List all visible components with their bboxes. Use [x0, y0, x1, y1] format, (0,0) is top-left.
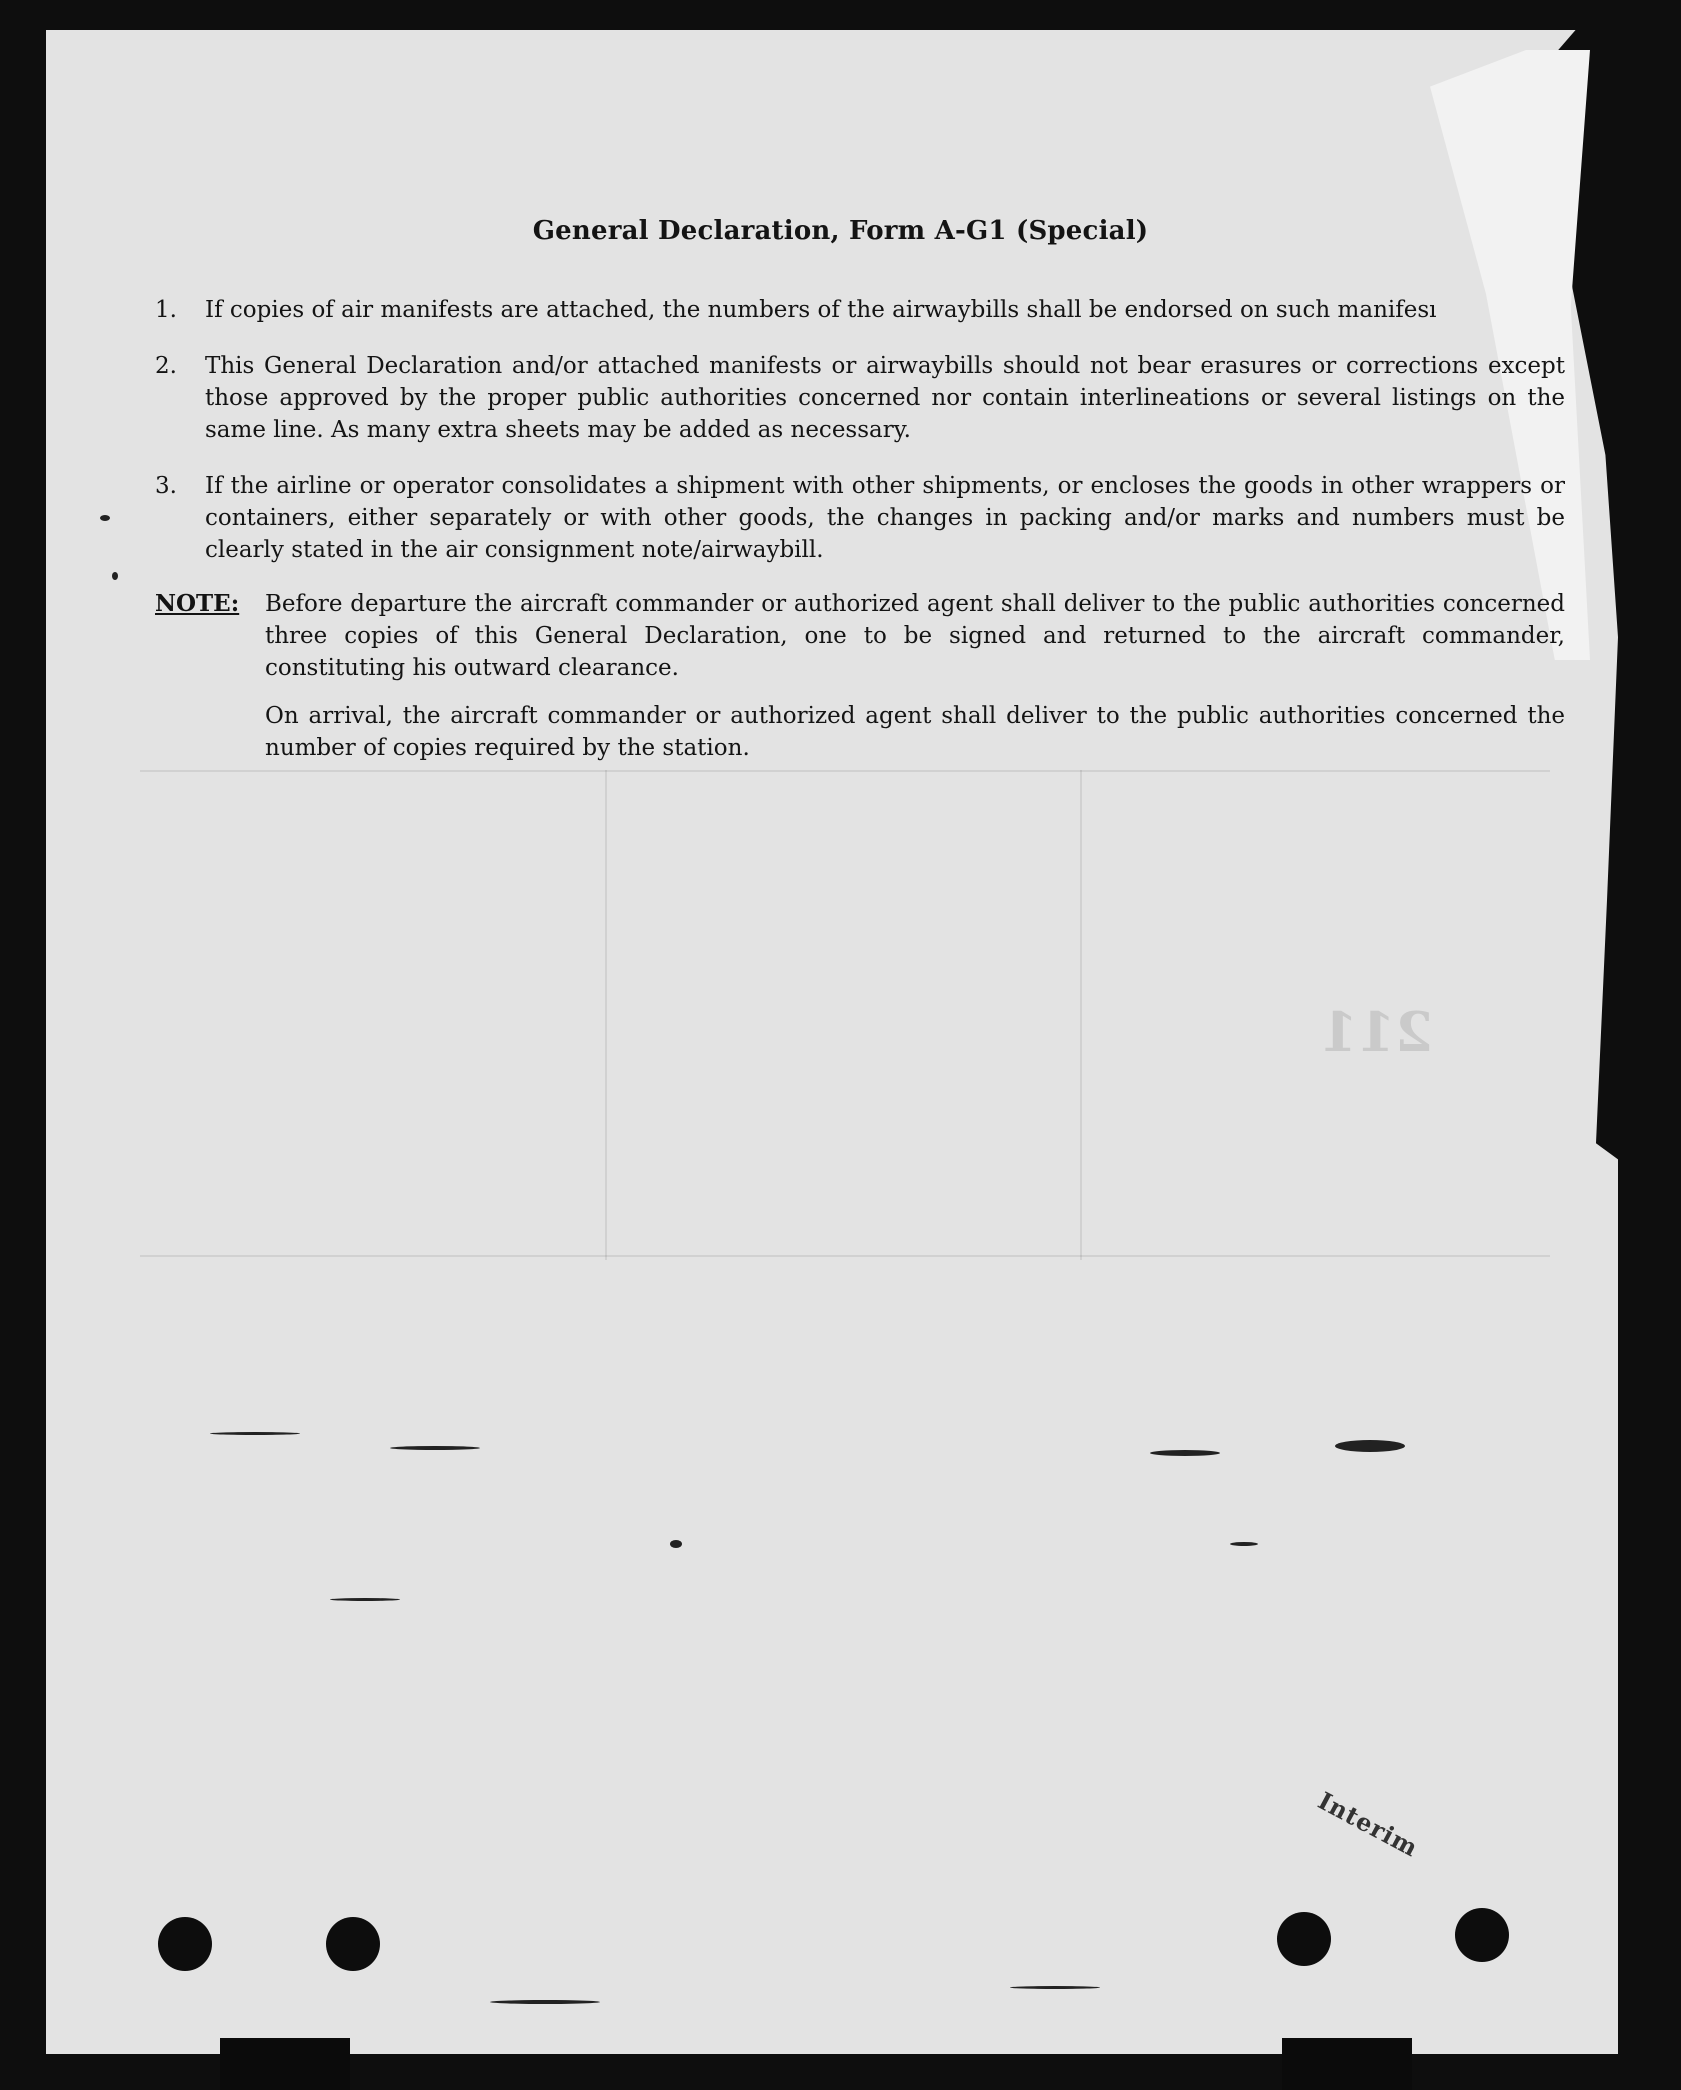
note-paragraph-arrival: On arrival, the aircraft commander or authorized agent shall deliver to the public authorities concerned the number of copies required by the station.: [265, 703, 1565, 761]
ink-speck: [112, 572, 118, 580]
item-number: 3.: [155, 473, 177, 499]
ink-speck: [390, 1446, 480, 1450]
note-section: [155, 588, 1565, 764]
punch-hole: [158, 1917, 212, 1971]
instruction-item-2: [155, 350, 1565, 446]
instruction-item-1: [155, 294, 1605, 326]
ink-speck: [670, 1540, 682, 1548]
bottom-clip-tab: [1282, 2038, 1412, 2090]
ink-speck: [210, 1432, 300, 1435]
item-text: This General Declaration and/or attached manifests or airwaybills should not bear erasures or corrections except those approved by the proper public authorities concerned nor contain interlineations or several listings on the same line. As many extra sheets may be added as necessary.: [205, 353, 1565, 443]
note-label: NOTE:: [155, 590, 240, 617]
ink-speck: [1150, 1450, 1220, 1456]
rubber-stamp: Interim: [1313, 1785, 1424, 1863]
punch-hole: [1277, 1912, 1331, 1966]
ink-speck: [100, 515, 110, 521]
ink-speck: [490, 2000, 600, 2004]
item-number: 1.: [155, 297, 177, 323]
item-text: If the airline or operator consolidates a shipment with other shipments, or encloses the goods in other wrappers or containers, either separately or with other goods, the changes in packing and/or marks and numbers must be clearly stated in the air consignment note/airwaybill.: [205, 473, 1565, 563]
ink-speck: [1010, 1986, 1100, 1989]
bottom-clip-tab: [220, 2038, 350, 2090]
bleed-through-number: 211: [1320, 1000, 1433, 1064]
item-number: 2.: [155, 353, 177, 379]
ink-speck: [1335, 1440, 1405, 1452]
note-paragraph-departure: Before departure the aircraft commander or authorized agent shall deliver to the public authorities concerned three copies of this General Declaration, one to be signed and returned to the aircraft commander, constituting his outward clearance.: [265, 591, 1565, 681]
instruction-item-3: [155, 470, 1565, 566]
ink-speck: [1230, 1542, 1258, 1546]
punch-hole: [1455, 1908, 1509, 1962]
ink-speck: [330, 1598, 400, 1601]
punch-hole: [326, 1917, 380, 1971]
item-text: If copies of air manifests are attached, the numbers of the airwaybills shall be endorsed on such manifesı: [205, 297, 1437, 323]
form-title: General Declaration, Form A-G1 (Special): [532, 216, 1149, 246]
